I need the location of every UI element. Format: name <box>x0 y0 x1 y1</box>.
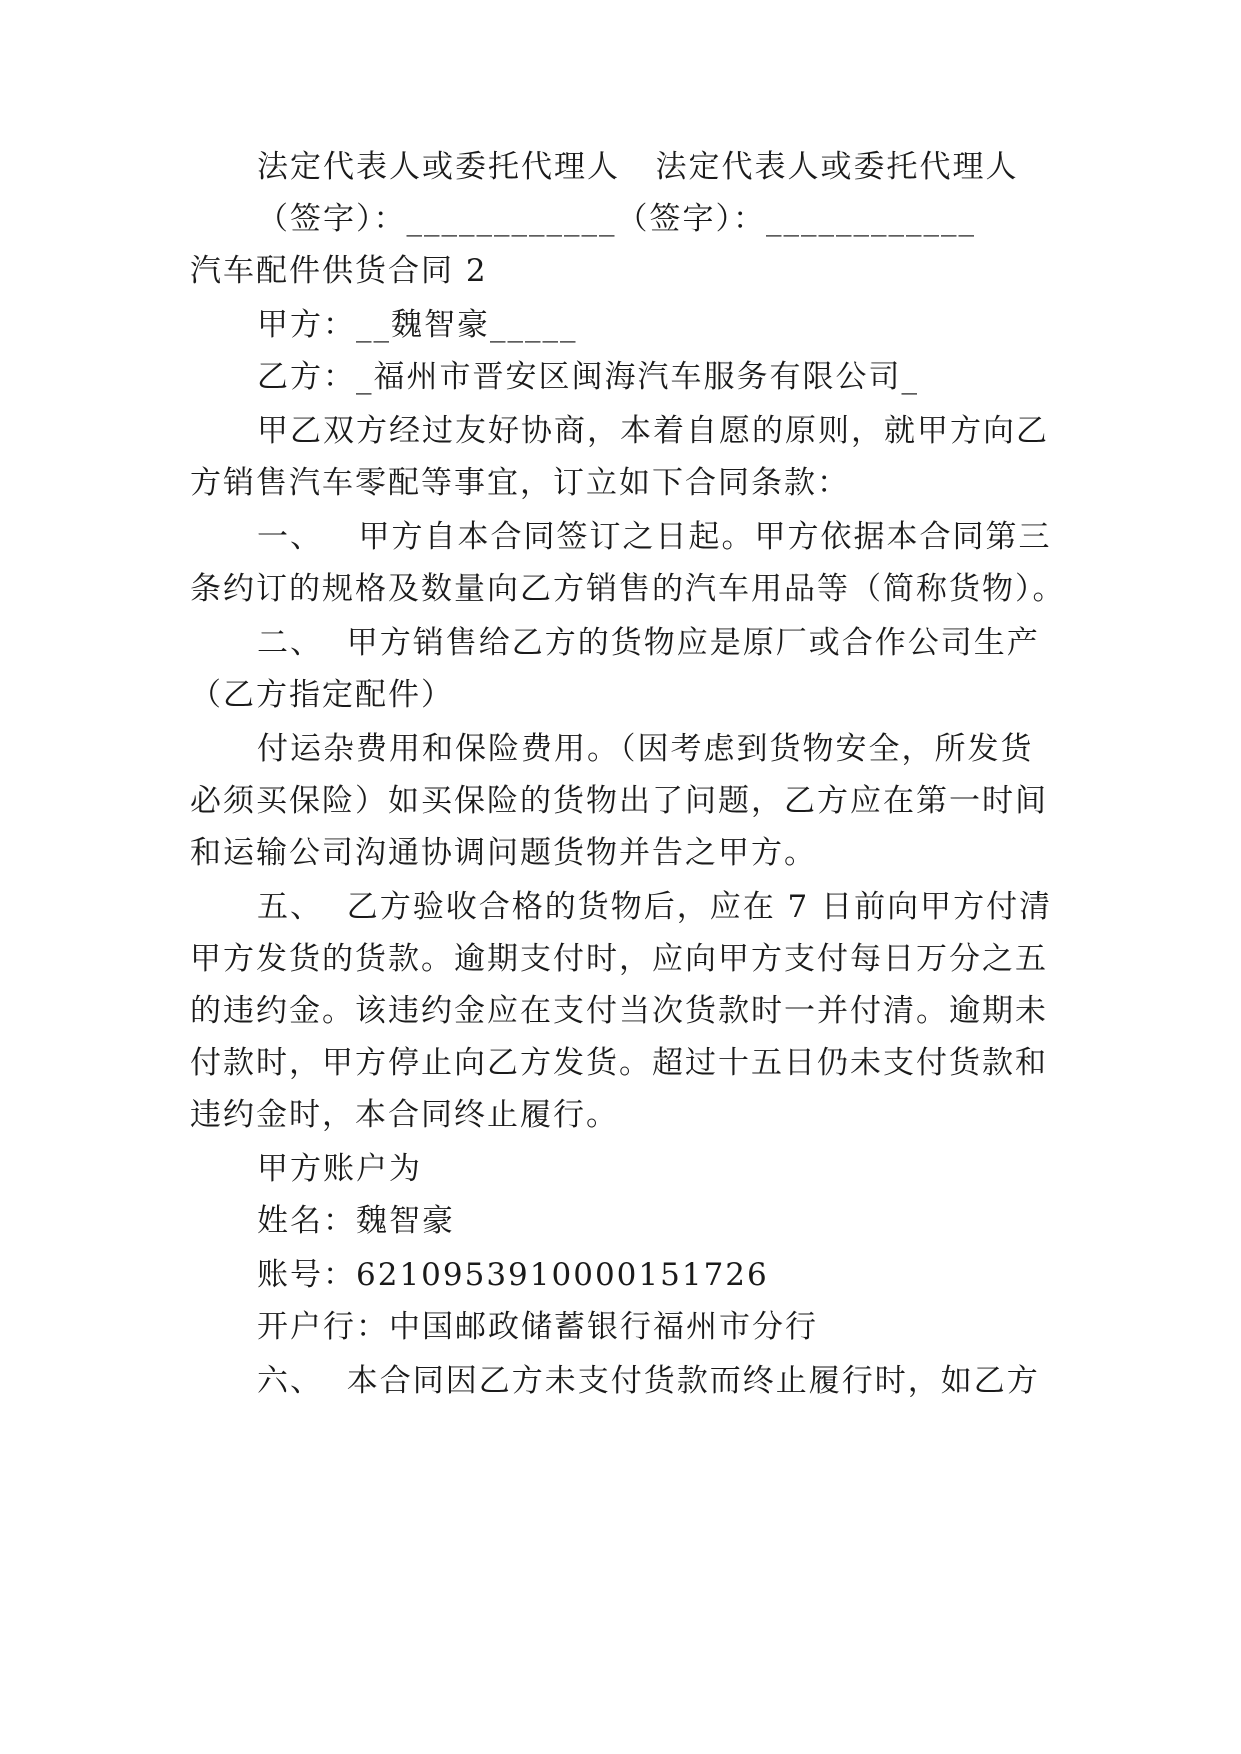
intro-line-2: 方销售汽车零配等事宜，订立如下合同条款： <box>190 465 850 501</box>
signature-heading: 法定代表人或委托代理人 法定代表人或委托代理人 <box>257 149 1019 185</box>
clause-5-line-3: 的违约金。该违约金应在支付当次货款时一并付清。逾期未 <box>190 993 1048 1029</box>
clause-5-line-2: 甲方发货的货款。逾期支付时，应向甲方支付每日万分之五 <box>190 941 1048 977</box>
shipping-line-1: 付运杂费用和保险费用。（因考虑到货物安全，所发货 <box>257 731 1034 767</box>
signature-line: （签字）：____________（签字）：____________ <box>257 201 976 237</box>
shipping-line-2: 必须买保险）如买保险的货物出了问题，乙方应在第一时间 <box>190 783 1048 819</box>
clause-5-line-5: 违约金时，本合同终止履行。 <box>190 1097 619 1133</box>
party-a: 甲方：__魏智豪_____ <box>257 307 578 343</box>
shipping-line-3: 和运输公司沟通协调问题货物并告之甲方。 <box>190 835 817 871</box>
clause-1-line-2: 条约订的规格及数量向乙方销售的汽车用品等（简称货物）。 <box>190 571 1066 607</box>
clause-2-line-2: （乙方指定配件） <box>190 677 454 713</box>
clause-1-line-1: 一、 甲方自本合同签订之日起。甲方依据本合同第三 <box>257 519 1052 555</box>
clause-6-line-1: 六、 本合同因乙方未支付货款而终止履行时，如乙方 <box>257 1363 1040 1399</box>
account-heading: 甲方账户为 <box>257 1151 422 1187</box>
clause-5-line-4: 付款时，甲方停止向乙方发货。超过十五日仍未支付货款和 <box>190 1045 1048 1081</box>
account-name: 姓名：魏智豪 <box>257 1203 455 1239</box>
account-number: 账号：6210953910000151726 <box>257 1257 769 1293</box>
account-bank: 开户行：中国邮政储蓄银行福州市分行 <box>257 1309 818 1345</box>
clause-5-line-1: 五、 乙方验收合格的货物后，应在 7 日前向甲方付清 <box>257 889 1053 925</box>
party-b: 乙方：_福州市晋安区闽海汽车服务有限公司_ <box>257 359 919 395</box>
intro-line-1: 甲乙双方经过友好协商，本着自愿的原则，就甲方向乙 <box>257 413 1049 449</box>
contract-title: 汽车配件供货合同 2 <box>190 253 488 289</box>
clause-2-line-1: 二、 甲方销售给乙方的货物应是原厂或合作公司生产 <box>257 625 1040 661</box>
